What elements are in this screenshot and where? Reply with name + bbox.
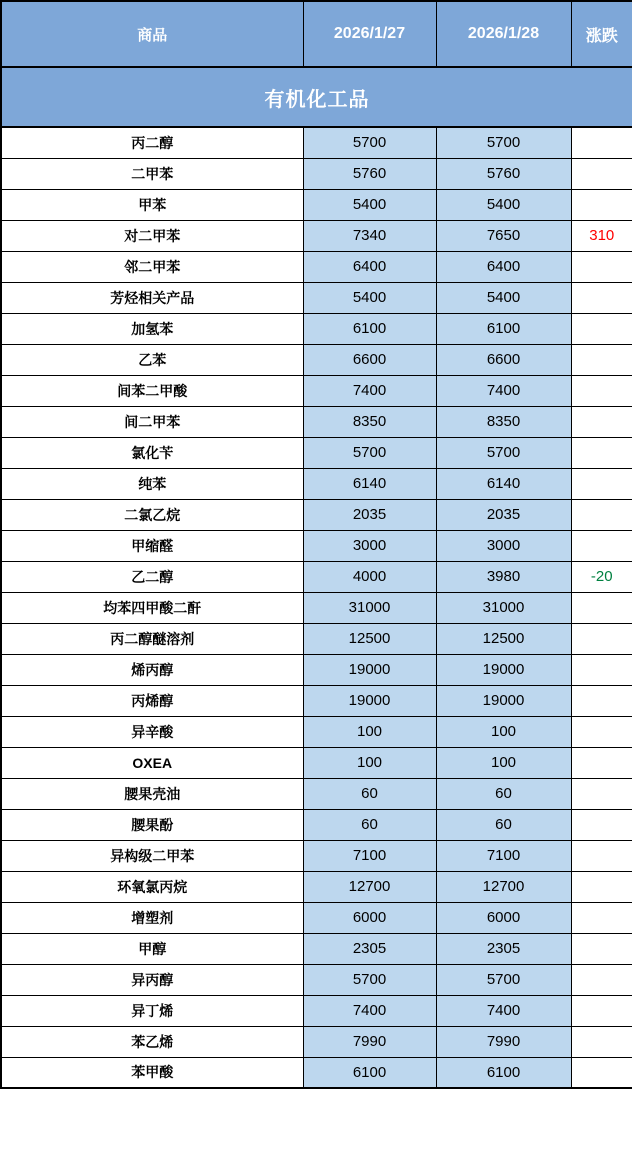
price-day1-cell: 7990 [303,1026,436,1057]
product-name-cell: 邻二甲苯 [1,251,303,282]
change-cell: -20 [571,561,632,592]
product-name-cell: 增塑剂 [1,902,303,933]
table-row [1,1026,632,1057]
price-day2-cell: 7650 [436,220,571,251]
price-day1-cell: 7400 [303,375,436,406]
change-cell [571,344,632,375]
price-day1-cell: 19000 [303,685,436,716]
price-day2-cell: 5700 [436,437,571,468]
price-day1-cell: 100 [303,747,436,778]
price-day1-cell: 5400 [303,189,436,220]
product-name-cell: 甲缩醛 [1,530,303,561]
price-day2-cell: 6400 [436,251,571,282]
table-row [1,282,632,313]
product-name-cell: 丙二醇醚溶剂 [1,623,303,654]
price-day1-cell: 12700 [303,871,436,902]
table-row [1,561,632,592]
table-row [1,437,632,468]
product-name-cell: 异辛酸 [1,716,303,747]
product-name-cell: OXEA [1,747,303,778]
product-name-cell: 烯丙醇 [1,654,303,685]
price-day2-cell: 6100 [436,313,571,344]
price-day2-cell: 6000 [436,902,571,933]
price-day1-cell: 6100 [303,313,436,344]
product-name-cell: 均苯四甲酸二酐 [1,592,303,623]
product-name-cell: 乙二醇 [1,561,303,592]
price-day2-cell: 60 [436,778,571,809]
price-day1-cell: 6600 [303,344,436,375]
table-row [1,933,632,964]
table-row [1,344,632,375]
table-row [1,127,632,158]
product-name-cell: 纯苯 [1,468,303,499]
change-cell [571,406,632,437]
price-day2-cell: 5760 [436,158,571,189]
price-day2-cell: 12700 [436,871,571,902]
product-name-cell: 二氯乙烷 [1,499,303,530]
price-day2-cell: 6600 [436,344,571,375]
table-row [1,778,632,809]
product-name-cell: 苯甲酸 [1,1057,303,1088]
change-cell [571,313,632,344]
price-day2-cell: 7100 [436,840,571,871]
change-cell: 310 [571,220,632,251]
product-name-cell: 丙烯醇 [1,685,303,716]
price-day2-cell: 12500 [436,623,571,654]
column-header-date2: 2026/1/28 [436,1,571,67]
product-name-cell: 芳烃相关产品 [1,282,303,313]
change-cell [571,809,632,840]
table-row [1,313,632,344]
change-cell [571,375,632,406]
price-day1-cell: 6140 [303,468,436,499]
table-row [1,1057,632,1088]
price-day1-cell: 5760 [303,158,436,189]
change-cell [571,158,632,189]
table-row [1,623,632,654]
table-row [1,840,632,871]
column-header-product: 商品 [1,1,303,67]
table-row [1,530,632,561]
table-row [1,654,632,685]
price-day1-cell: 12500 [303,623,436,654]
price-day1-cell: 6100 [303,1057,436,1088]
price-day1-cell: 3000 [303,530,436,561]
product-name-cell: 环氧氯丙烷 [1,871,303,902]
change-cell [571,282,632,313]
price-day2-cell: 7400 [436,375,571,406]
price-day2-cell: 2035 [436,499,571,530]
change-cell [571,251,632,282]
price-day2-cell: 100 [436,747,571,778]
change-cell [571,995,632,1026]
change-cell [571,499,632,530]
product-name-cell: 丙二醇 [1,127,303,158]
price-day2-cell: 6140 [436,468,571,499]
change-cell [571,716,632,747]
price-day2-cell: 7990 [436,1026,571,1057]
price-day2-cell: 7400 [436,995,571,1026]
product-name-cell: 间二甲苯 [1,406,303,437]
change-cell [571,840,632,871]
price-day1-cell: 2305 [303,933,436,964]
price-day2-cell: 8350 [436,406,571,437]
change-cell [571,871,632,902]
product-name-cell: 乙苯 [1,344,303,375]
price-day1-cell: 5400 [303,282,436,313]
product-name-cell: 氯化苄 [1,437,303,468]
change-cell [571,127,632,158]
price-day1-cell: 31000 [303,592,436,623]
product-name-cell: 腰果壳油 [1,778,303,809]
section-header-row [1,67,632,127]
table-row [1,158,632,189]
change-cell [571,685,632,716]
change-cell [571,592,632,623]
product-name-cell: 甲苯 [1,189,303,220]
table-row [1,716,632,747]
product-name-cell: 异丁烯 [1,995,303,1026]
table-row [1,995,632,1026]
table-row [1,468,632,499]
price-day1-cell: 7340 [303,220,436,251]
table-row [1,189,632,220]
price-day2-cell: 5400 [436,189,571,220]
product-name-cell: 异丙醇 [1,964,303,995]
price-day2-cell: 19000 [436,654,571,685]
price-day1-cell: 6400 [303,251,436,282]
change-cell [571,933,632,964]
price-day1-cell: 5700 [303,964,436,995]
price-day2-cell: 6100 [436,1057,571,1088]
price-day2-cell: 100 [436,716,571,747]
section-title: 有机化工品 [1,67,632,127]
column-header-change: 涨跌 [571,1,632,67]
table-row [1,747,632,778]
change-cell [571,1057,632,1088]
price-day1-cell: 100 [303,716,436,747]
price-day1-cell: 6000 [303,902,436,933]
table-row [1,685,632,716]
table-row [1,220,632,251]
product-name-cell: 二甲苯 [1,158,303,189]
table-row [1,964,632,995]
price-day1-cell: 7100 [303,840,436,871]
change-cell [571,964,632,995]
price-day1-cell: 8350 [303,406,436,437]
change-cell [571,1026,632,1057]
table-row [1,406,632,437]
price-day2-cell: 19000 [436,685,571,716]
product-name-cell: 间苯二甲酸 [1,375,303,406]
price-day2-cell: 3980 [436,561,571,592]
change-cell [571,468,632,499]
header-row [1,1,632,67]
price-day1-cell: 2035 [303,499,436,530]
table-row [1,499,632,530]
price-day2-cell: 60 [436,809,571,840]
price-day1-cell: 60 [303,809,436,840]
change-cell [571,189,632,220]
change-cell [571,778,632,809]
price-day1-cell: 60 [303,778,436,809]
table-row [1,871,632,902]
change-cell [571,530,632,561]
price-day2-cell: 5700 [436,964,571,995]
change-cell [571,623,632,654]
table-row [1,592,632,623]
change-cell [571,654,632,685]
product-name-cell: 加氢苯 [1,313,303,344]
table-row [1,809,632,840]
price-day2-cell: 5400 [436,282,571,313]
column-header-date1: 2026/1/27 [303,1,436,67]
product-name-cell: 苯乙烯 [1,1026,303,1057]
price-day2-cell: 31000 [436,592,571,623]
price-day2-cell: 3000 [436,530,571,561]
change-cell [571,437,632,468]
product-name-cell: 对二甲苯 [1,220,303,251]
price-day1-cell: 5700 [303,437,436,468]
price-day2-cell: 5700 [436,127,571,158]
price-day1-cell: 7400 [303,995,436,1026]
table-row [1,251,632,282]
product-name-cell: 腰果酚 [1,809,303,840]
price-day1-cell: 5700 [303,127,436,158]
product-name-cell: 异构级二甲苯 [1,840,303,871]
price-day2-cell: 2305 [436,933,571,964]
table-row [1,375,632,406]
change-cell [571,902,632,933]
product-name-cell: 甲醇 [1,933,303,964]
table-row [1,902,632,933]
price-day1-cell: 19000 [303,654,436,685]
price-day1-cell: 4000 [303,561,436,592]
change-cell [571,747,632,778]
